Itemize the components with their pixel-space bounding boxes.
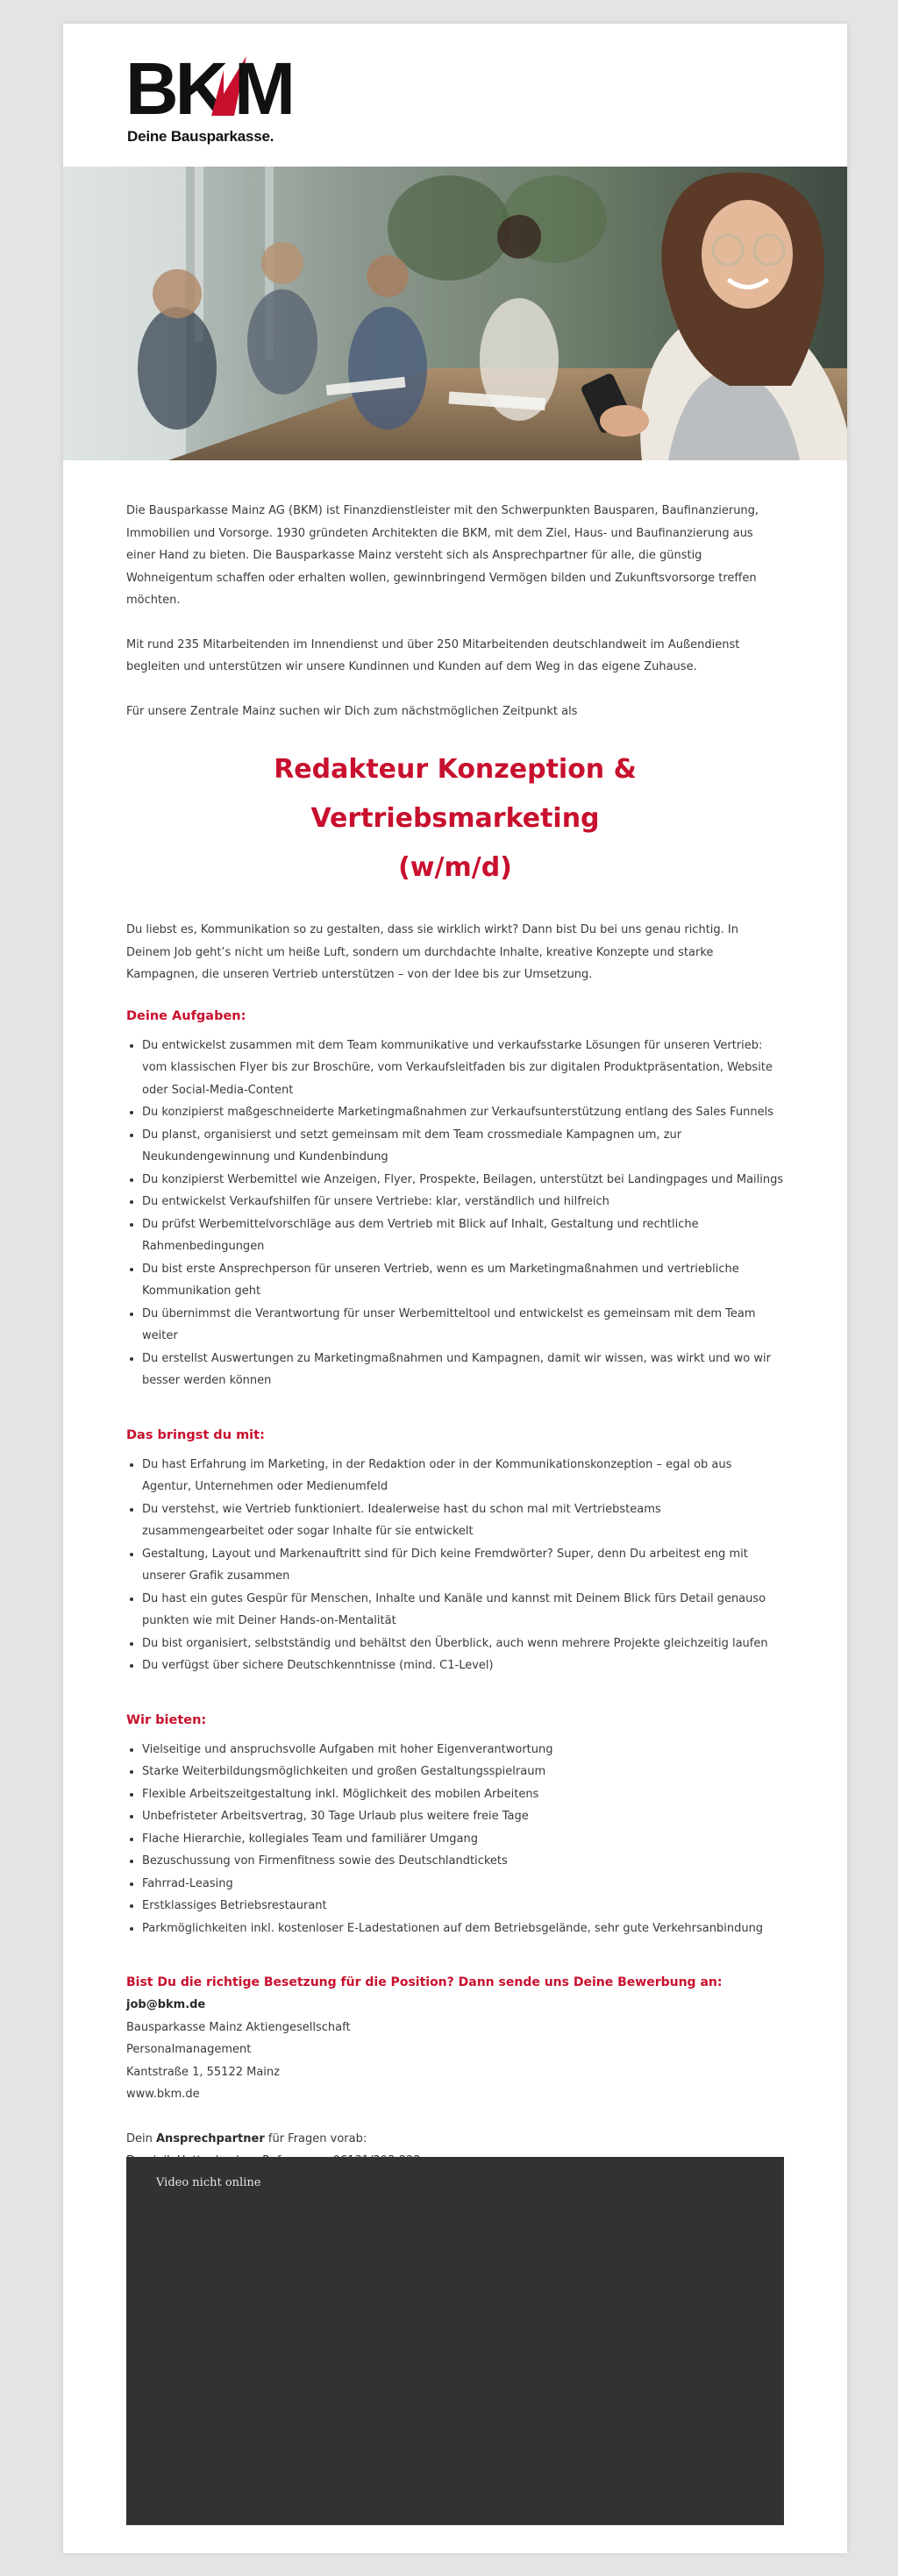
tasks-heading: Deine Aufgaben: (126, 1008, 246, 1023)
company-name: Bausparkasse Mainz Aktiengesellschaft (126, 2020, 351, 2034)
contact-suffix: für Fragen vorab: (267, 2131, 367, 2145)
application-email-link[interactable]: job@bkm.de (126, 1998, 206, 2011)
requirement-item: • Du hast ein gutes Gespür für Menschen, Inhalte und Kanäle und kannst mit Deinem Blick fürs Detail genauso punkten wie mit Deiner Hands-on-Mentalität (142, 1588, 784, 1633)
benefits-heading: Wir bieten: (126, 1712, 207, 1727)
video-status-label: Video nicht online (156, 2176, 261, 2189)
requirement-item: • Gestaltung, Layout und Markenauftritt sind für Dich keine Fremdwörter? Super, denn Du arbeitest eng mit unserer Grafik zusammen (142, 1543, 784, 1588)
requirement-item: • Du verstehst, wie Vertrieb funktioniert. Idealerweise hast du schon mal mit Vertriebsteams zusammengearbeitet oder sogar Inhalte für sie entwickelt (142, 1498, 784, 1543)
contact-prefix: Dein (126, 2131, 153, 2145)
requirements-list (126, 1454, 784, 1677)
task-item: • Du entwickelst Verkaufshilfen für unsere Vertriebe: klar, verständlich und hilfreich (142, 1191, 784, 1213)
benefit-item: • Fahrrad-Leasing (142, 1873, 784, 1896)
bkm-logo-mark (125, 46, 297, 125)
requirements-heading: Das bringst du mit: (126, 1427, 265, 1442)
benefits-list (126, 1739, 784, 1940)
benefit-item: • Flexible Arbeitszeitgestaltung inkl. Möglichkeit des mobilen Arbeitens (142, 1783, 784, 1806)
job-title-line-2: (w/m/d) (398, 852, 512, 883)
intro-paragraph-1: Die Bausparkasse Mainz AG (BKM) ist Finanzdienstleister mit den Schwerpunkten Bausparen, Baufinanzierung, Immobilien und Vorsorge. 1930 gründeten Architekten die BKM, mit dem Ziel, Haus- und Baufinanzierung aus einer Hand zu bieten. Die Bausparkasse Mainz versteht sich als Ansprechpartner für alle, die günstig Wohneigentum schaffen oder erhalten wollen, gewinnbringend Vermögen bilden und Zukunftsvorsorge treffen möchten. (126, 504, 759, 607)
task-item: • Du erstellst Auswertungen zu Marketingmaßnahmen und Kampagnen, damit wir wissen, was wirkt und wo wir besser werden können (142, 1348, 784, 1392)
website-link[interactable]: www.bkm.de (126, 2088, 200, 2101)
benefit-item: • Flache Hierarchie, kollegiales Team und familiärer Umgang (142, 1828, 784, 1851)
logo-tagline: Deine Bausparkasse. (127, 128, 274, 145)
application-contact (126, 1994, 784, 2106)
requirement-item: • Du verfügst über sichere Deutschkenntnisse (mind. C1-Level) (142, 1654, 784, 1677)
benefit-item: • Unbefristeter Arbeitsvertrag, 30 Tage Urlaub plus weitere freie Tage (142, 1805, 784, 1828)
teaser-paragraph: Du liebst es, Kommunikation so zu gestalten, dass sie wirklich wirkt? Dann bist Du bei uns genau richtig. In Deinem Job geht’s nicht um heiße Luft, sondern um durchdachte Inhalte, kreative Konzepte und starke Kampagnen, die unseren Vertrieb unterstützen – von der Idee bis zur Umsetzung. (126, 923, 738, 981)
application-call-to-action: Bist Du die richtige Besetzung für die Position? Dann sende uns Deine Bewerbung an: (126, 1975, 723, 1989)
intro-paragraph-3: Für unsere Zentrale Mainz suchen wir Dich zum nächstmöglichen Zeitpunkt als (126, 704, 578, 718)
benefit-item: • Vielseitige und anspruchsvolle Aufgaben mit hoher Eigenverantwortung (142, 1739, 784, 1761)
job-title (126, 745, 784, 893)
hero-image (63, 167, 847, 460)
requirement-item: • Du bist organisiert, selbstständig und behältst den Überblick, auch wenn mehrere Projekte gleichzeitig laufen (142, 1633, 784, 1655)
bkm-letters: BK (125, 47, 225, 125)
bkm-letter-m: M (234, 47, 296, 125)
benefit-item: • Bezuschussung von Firmenfitness sowie des Deutschlandtickets (142, 1850, 784, 1873)
job-title-line-1: Redakteur Konzeption & Vertriebsmarketing (274, 754, 637, 834)
task-item: • Du bist erste Ansprechperson für unseren Vertrieb, wenn es um Marketingmaßnahmen und vertriebliche Kommunikation geht (142, 1258, 784, 1303)
benefit-item: • Starke Weiterbildungsmöglichkeiten und großen Gestaltungsspielraum (142, 1761, 784, 1783)
benefit-item: • Erstklassiges Betriebsrestaurant (142, 1895, 784, 1918)
bkm-logo (125, 46, 297, 160)
task-item: • Du prüfst Werbemittelvorschläge aus dem Vertrieb mit Blick auf Inhalt, Gestaltung und rechtliche Rahmenbedingungen (142, 1213, 784, 1258)
requirement-item: • Du hast Erfahrung im Marketing, in der Redaktion oder in der Kommunikationskonzeption – egal ob aus Agentur, Unternehmen oder Medienumfeld (142, 1454, 784, 1498)
intro-paragraph-2: Mit rund 235 Mitarbeitenden im Innendienst und über 250 Mitarbeitenden deutschlandweit im Außendienst begleiten und unterstützen wir unsere Kundinnen und Kunden auf dem Weg in das eigene Zuhause. (126, 637, 740, 673)
task-item: • Du entwickelst zusammen mit dem Team kommunikative und verkaufsstarke Lösungen für unseren Vertrieb: vom klassischen Flyer bis zur Broschüre, vom Verkaufsleitfaden bis zur digitalen Produktpräsentation, Website oder Social-Media-Content (142, 1035, 784, 1102)
task-item: • Du konzipierst maßgeschneiderte Marketingmaßnahmen zur Verkaufsunterstützung entlang des Sales Funnels (142, 1101, 784, 1124)
task-item: • Du konzipierst Werbemittel wie Anzeigen, Flyer, Prospekte, Beilagen, unterstützt bei Landingpages und Mailings (142, 1169, 784, 1192)
job-ad-page (63, 24, 847, 2553)
task-item: • Du planst, organisierst und setzt gemeinsam mit dem Team crossmediale Kampagnen um, zur Neukundengewinnung und Kundenbindung (142, 1124, 784, 1169)
department-name: Personalmanagement (126, 2043, 252, 2056)
benefit-item: • Parkmöglichkeiten inkl. kostenloser E-Ladestationen auf dem Betriebsgelände, sehr gute Verkehrsanbindung (142, 1918, 784, 1940)
video-player[interactable] (126, 2157, 784, 2525)
company-address: Kantstraße 1, 55122 Mainz (126, 2065, 280, 2079)
job-ad-content (126, 500, 784, 2282)
task-item: • Du übernimmst die Verantwortung für unser Werbemitteltool und entwickelst es gemeinsam mit dem Team weiter (142, 1303, 784, 1348)
contact-role: Ansprechpartner (156, 2131, 265, 2145)
tasks-list (126, 1035, 784, 1392)
